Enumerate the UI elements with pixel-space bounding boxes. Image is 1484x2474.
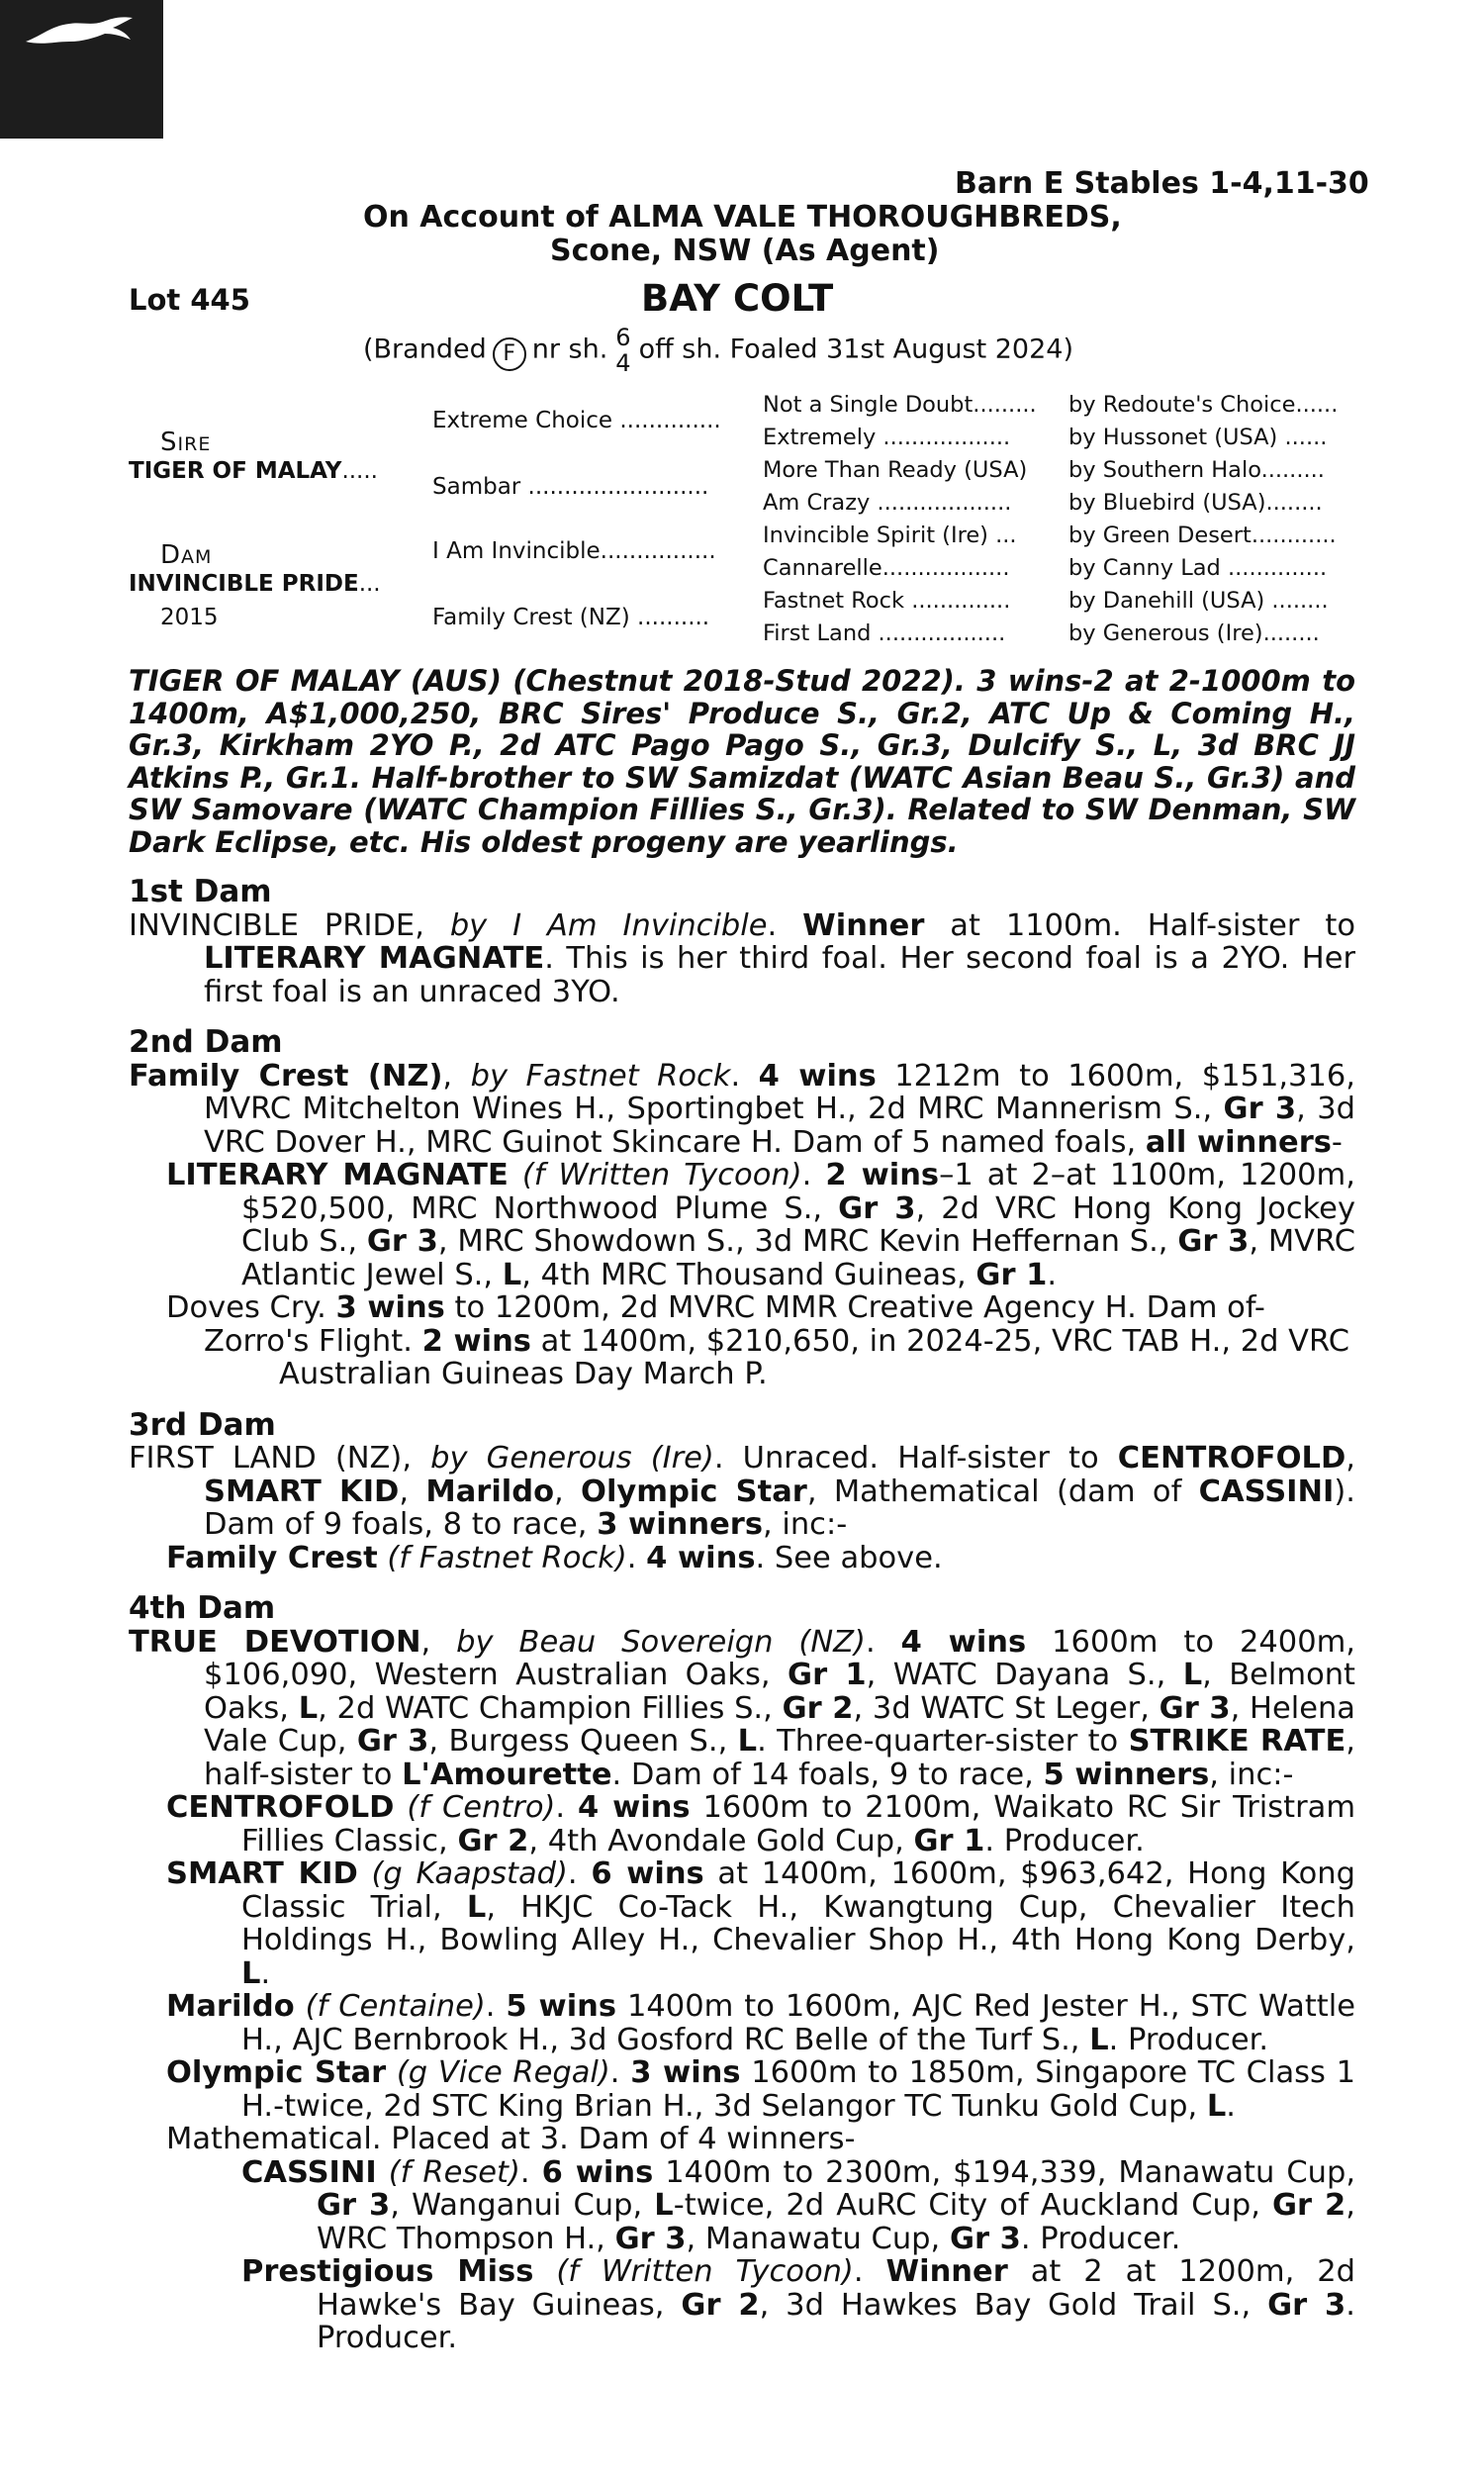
grandsire-sire: Extreme Choice .............. — [432, 408, 721, 433]
fourth-dam-heading: 4th Dam — [129, 1590, 276, 1626]
ggparent-3: More Than Ready (USA) — [763, 457, 1028, 483]
ggparent-5-by: by Green Desert............ — [1068, 523, 1337, 548]
second-dam-heading: 2nd Dam — [129, 1024, 283, 1060]
first-dam-entry: INVINCIBLE PRIDE, by I Am Invincible. Winner at 1100m. Half-sister to LITERARY MAGNATE. This is her third foal. Her second foal is a 2YO. Her first foal is an unraced 3YO. — [129, 907, 1355, 1009]
granddam-sire: Sambar ......................... — [432, 474, 709, 500]
ggparent-5: Invincible Spirit (Ire) ... — [763, 523, 1017, 548]
ggparent-6: Cannarelle.................. — [763, 555, 1010, 581]
zorros-flight-entry: Zorro's Flight. 2 wins at 1400m, $210,650, in 2024-25, VRC TAB H., 2d VRC Australian Guineas Day March P. — [204, 1323, 1350, 1391]
ggparent-1-by: by Redoute's Choice...... — [1068, 392, 1339, 418]
cassini-entry: CASSINI (f Reset). 6 wins 1400m to 2300m, $194,339, Manawatu Cup, Gr 3, Wanganui Cup, L-twice, 2d AuRC City of Auckland Cup, Gr 2, WRC Thompson H., Gr 3, Manawatu Cup, Gr 3. Producer. — [241, 2154, 1356, 2256]
sire-intro: TIGER OF MALAY (AUS) (Chestnut 2018-Stud 2022). 3 wins-2 at 2-1000m to 1400m, A$1,000,250, BRC Sires' Produce S., Gr.2, ATC Up & Coming H., Gr.3, Kirkham 2YO P., 2d ATC Pago Pago S., Gr.3, Dulcify S., L, 3d BRC JJ Atkins P., Gr.1. Half-brother to SW Samizdat (WATC Asian Beau S., Gr.3) and SW Samovare (WATC Champion Fillies S., Gr.3). Related to SW Denman, SW Dark Eclipse, etc. His oldest progeny are yearlings. — [129, 664, 1355, 859]
lot-number: Lot 445 — [129, 283, 250, 317]
logo-text: BOBS — [678, 51, 806, 100]
prestigious-miss-entry: Prestigious Miss (f Written Tycoon). Winner at 2 at 1200m, 2d Hawke's Bay Guineas, Gr 2, 3d Hawkes Bay Gold Trail S., Gr 3. Producer. — [241, 2254, 1355, 2355]
brand-near: nr sh. — [531, 333, 608, 365]
literary-magnate-entry: LITERARY MAGNATE (f Written Tycoon). 2 wins–1 at 2–at 1100m, 1200m, $520,500, MRC Northwood Plume S., Gr 3, 2d VRC Hong Kong Jockey Club S., Gr 3, MRC Showdown S., 3d MRC Kevin Heffernan S., Gr 3, MVRC Atlantic Jewel S., L, 4th MRC Thousand Guineas, Gr 1. — [166, 1158, 1356, 1292]
olympic-star-entry: Olympic Star (g Vice Regal). 3 wins 1600m to 1850m, Singapore TC Class 1 H.-twice, 2d STC King Brian H., 3d Selangor TC Tunku Gold Cup, L. — [166, 2055, 1356, 2124]
dam-name: INVINCIBLE PRIDE... — [129, 571, 381, 597]
ggparent-2: Extremely .................. — [763, 425, 1011, 450]
sire-label: SIRE — [160, 428, 212, 457]
centrofold-entry: CENTROFOLD (f Centro). 4 wins 1600m to 2100m, Waikato RC Sir Tristram Fillies Classic, Gr 2, 4th Avondale Gold Cup, Gr 1. Producer. — [166, 1790, 1356, 1858]
brand-frac-bottom: 4 — [615, 349, 631, 377]
ggparent-7-by: by Danehill (USA) ........ — [1068, 588, 1329, 614]
third-dam-heading: 3rd Dam — [129, 1406, 276, 1443]
ggparent-4: Am Crazy ................... — [763, 490, 1012, 516]
ggparent-1: Not a Single Doubt......... — [763, 392, 1037, 418]
second-dam-entry: Family Crest (NZ), by Fastnet Rock. 4 wins 1212m to 1600m, $151,316, MVRC Mitchelton Wines H., Sportingbet H., 2d MRC Mannerism S., Gr 3, 3d VRC Dover H., MRC Guinot Skincare H. Dam of 5 named foals, all winners- — [129, 1058, 1355, 1160]
brand-prefix: (Branded — [363, 333, 487, 365]
ggparent-2-by: by Hussonet (USA) ...... — [1068, 425, 1328, 450]
ggparent-6-by: by Canny Lad .............. — [1068, 555, 1328, 581]
brand-line — [363, 325, 1073, 376]
account-line-2: Scone, NSW (As Agent) — [550, 234, 940, 268]
brand-fraction — [615, 325, 630, 376]
brand-suffix: off sh. Foaled 31st August 2024) — [638, 333, 1073, 365]
account-line-1: On Account of ALMA VALE THOROUGHBREDS, — [363, 200, 1122, 235]
brand-f-icon: F — [493, 337, 526, 371]
grandsire-dam: I Am Invincible................ — [432, 538, 716, 564]
fourth-dam-entry: TRUE DEVOTION, by Beau Sovereign (NZ). 4 wins 1600m to 2400m, $106,090, Western Australian Oaks, Gr 1, WATC Dayana S., L, Belmont Oaks, L, 2d WATC Champion Fillies S., Gr 2, 3d WATC St Leger, Gr 3, Helena Vale Cup, Gr 3, Burgess Queen S., L. Three-quarter-sister to STRIKE RATE, half-sister to L'Amourette. Dam of 14 foals, 9 to race, 5 winners, inc:- — [129, 1624, 1356, 1792]
mathematical-entry: Mathematical. Placed at 3. Dam of 4 winners- — [166, 2122, 856, 2156]
ggparent-4-by: by Bluebird (USA)........ — [1068, 490, 1323, 516]
barn-stables: Barn E Stables 1-4,11-30 — [955, 166, 1369, 201]
logo-subtext: ELIGIBLE — [690, 105, 794, 124]
granddam-dam: Family Crest (NZ) .......... — [432, 605, 710, 630]
smart-kid-entry: SMART KID (g Kaapstad). 6 wins at 1400m, 1600m, $963,642, Hong Kong Classic Trial, L, HKJC Co-Tack H., Kwangtung Cup, Chevalier Itech Holdings H., Bowling Alley H., Chevalier Shop H., 4th Hong Kong Derby, L. — [166, 1856, 1356, 1991]
ggparent-8: First Land .................. — [763, 620, 1006, 646]
horse-icon — [22, 12, 140, 51]
ggparent-3-by: by Southern Halo......... — [1068, 457, 1325, 483]
sire-name: TIGER OF MALAY..... — [129, 458, 378, 484]
family-crest-entry: Family Crest (f Fastnet Rock). 4 wins. See above. — [166, 1540, 943, 1575]
brand-frac-top: 6 — [615, 324, 631, 351]
lot-title: BAY COLT — [641, 277, 834, 320]
dam-year: 2015 — [160, 605, 219, 630]
ggparent-8-by: by Generous (Ire)........ — [1068, 620, 1320, 646]
dam-label: DAM — [160, 540, 213, 570]
doves-cry-entry: Doves Cry. 3 wins to 1200m, 2d MVRC MMR Creative Agency H. Dam of- — [166, 1290, 1265, 1325]
catalogue-body — [129, 665, 1355, 2355]
bobs-eligible-logo — [0, 0, 806, 139]
marildo-entry: Marildo (f Centaine). 5 wins 1400m to 1600m, AJC Red Jester H., STC Wattle H., AJC Bernbrook H., 3d Gosford RC Belle of the Turf S., L. Producer. — [166, 1989, 1355, 2057]
first-dam-heading: 1st Dam — [129, 874, 272, 909]
ggparent-7: Fastnet Rock .............. — [763, 588, 1011, 614]
third-dam-entry: FIRST LAND (NZ), by Generous (Ire). Unraced. Half-sister to CENTROFOLD, SMART KID, Marildo, Olympic Star, Mathematical (dam of CASSINI). Dam of 9 foals, 8 to race, 3 winners, inc:- — [129, 1441, 1355, 1542]
